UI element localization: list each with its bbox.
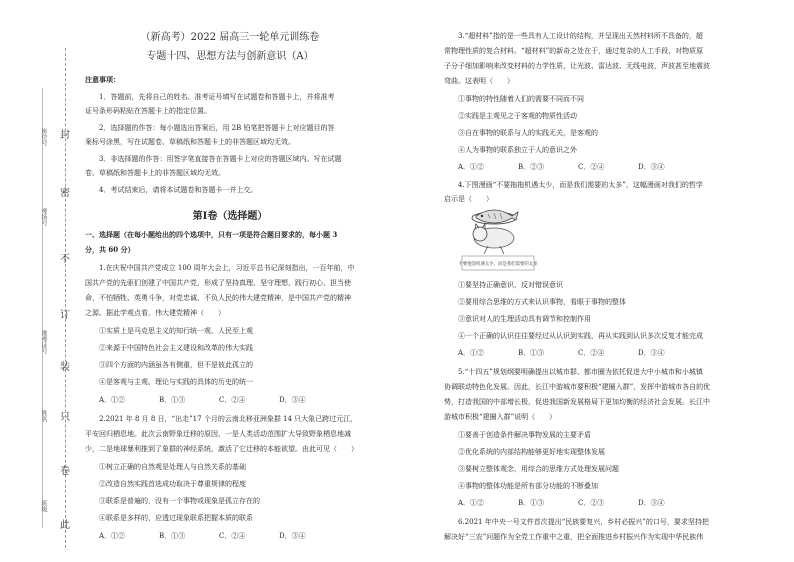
q5-option-a[interactable]: A．①② [458,499,485,507]
q1-options [85,394,339,408]
q1-option-d[interactable]: D．③④ [279,396,306,404]
q1-option-c[interactable]: C．②④ [219,396,246,404]
q1-option-a[interactable]: A．①② [99,396,126,404]
notice-line: 4．考试结束后，请将本试题卷和答题卡一并上交。 [99,186,258,194]
q4-options [444,347,698,361]
q1-item: ①实质上是马克思主义的知行统一观、人民至上观 [99,327,253,335]
q3-stem: 常物理性质的复合材料。“超材料”的新奇之处在于，通过复杂的人工手段，对物质原 [444,47,704,55]
info-rule-line [42,88,43,528]
q2-option-d[interactable]: D．③④ [279,532,306,540]
exam-room-label: 考场号 [40,208,47,226]
q5-stem: 协调联动特色化发展。因此，长江中游城市要积极“建圈入群”，发挥中游城市各自的优 [444,383,711,391]
q1-item: ③四个方面的内涵虽各有侧重，但不是彼此孤立的 [99,361,253,369]
name-label: 姓名 [40,410,47,422]
seat-number-label: 座位号 [40,128,47,146]
q5-stem: 势，打造我国的中部增长极，促进我国新发展格局下更加均衡的经济社会发展。长江中 [444,398,710,406]
q1-stem: 国共产党的先驱们创建了中国共产党，形成了坚持真理、坚守理想，践行初心、担当使 [85,279,351,287]
notice-line: 案标号涂黑，写在试题卷、草稿纸和答题卡上的非答题区域均无效。 [85,138,295,146]
seal-char: 卷 [60,466,70,477]
q3-option-b[interactable]: B．②③ [518,163,545,171]
q3-options [444,161,698,175]
cartoon-caption: 不要抱怨机遇太少，而是我们需要的太多 [458,262,538,267]
q3-item: ①事物的特性随着人们的需要不同而不同 [458,95,584,103]
q1-option-b[interactable]: B．①③ [159,396,186,404]
seal-char: 只 [60,412,70,423]
q3-option-d[interactable]: D．③④ [638,163,665,171]
q3-option-c[interactable]: C．②④ [578,163,605,171]
q4-item: ②要用综合思维的方式来认识事物，看眼于事物的整体 [458,298,626,306]
q4-option-a[interactable]: A．①② [458,349,485,357]
q4-stem: 启示是（ ） [444,195,493,203]
q5-stem: 5.“十四五”规划纲要明确提出以城市群、都市圈为依托促进大中小城市和小城镇 [458,368,703,376]
notice-line: 1．答题前，先将自己的姓名、准考证号填写在试题卷和答题卡上，并将准考 [99,93,335,101]
q5-option-b[interactable]: B．①③ [518,499,545,507]
q2-stem: 平安回归栖息地。此次云南野象迁移的原因，一是人类活动范围扩大导致野象栖息地减 [85,430,351,438]
q2-item: ③联系是普遍的，没有一个事物或现象是孤立存在的 [99,497,260,505]
q1-stem: 1.在庆祝中国共产党成立 100 周年大会上，习近平总书记深刻指出，一百年前，中 [99,264,355,272]
seal-char: 封 [60,130,70,141]
q3-item: ④人为事物的联系独立于人的意识之外 [458,146,577,154]
notice-line: 2．选择题的作答：每小题选出答案后，用 2B 铅笔把答题卡上对应题目的答 [99,124,335,132]
q2-stem: 少，二是地球暴利推到了象群的神经系统，激活了它迁移的本能欲望。由此可见（ ） [85,445,358,453]
notice-title: 注意事项： [85,75,120,84]
q1-item: ④是客观与主观、理论与实践的具体的历史的统一 [99,378,253,386]
section-intro: 分，共 60 分） [85,245,135,254]
q1-stem: 之源。据此学观点看，伟大建党精神（ ） [85,309,225,317]
notice-line: 3．非选择题的作答：用签字笔直接答在答题卡上对应的答题区域内。写在试题 [99,155,342,163]
q3-stem: 弯曲。这表明（ ） [444,77,514,85]
q3-option-a[interactable]: A．①② [458,163,485,171]
notice-line: 卷、草稿纸和答题卡上的非答题区域均无效。 [85,169,225,177]
q3-item: ③自在事物的联系与人的实践无关，是客观的 [458,129,598,137]
exam-subtitle: 专题十四、思想方法与创新意识（A） [146,51,314,62]
fish-eye [481,215,483,217]
q2-option-c[interactable]: C．②④ [219,532,246,540]
cartoon-illustration [458,198,538,274]
cat-head [473,227,487,241]
q3-item: ②实践是主观见之于客观的物质性活动 [458,112,577,120]
q5-item: ④事物的整体功能是所有部分功能的不断叠加 [458,482,598,490]
q5-option-c[interactable]: C．②③ [578,499,605,507]
seal-char: 密 [60,188,70,199]
section-title: 第Ⅰ卷（选择题） [192,211,268,222]
q2-options [85,530,339,544]
q4-stem: 4.下图漫画“不要拖拖机遇太少，而是我们需要的太多”，这幅漫画对我们的哲学 [458,181,703,189]
q4-item: ①要坚持正确意识，反对错误意识 [458,281,563,289]
class-label: 班级 [40,500,47,512]
q6-stem: 6.2021 年中央一号文件首次提出“民族要复兴，乡村必振兴”的口号，要求坚持把 [458,518,709,526]
ticket-number-label: 准考证号 [40,330,47,354]
q2-stem: 2.2021 年 8 月 8 日，“出走”17 个月的云南北移亚洲象群 14 只大象已跨过元江， [99,415,358,423]
q5-options [444,497,698,511]
q4-item: ③意识对人的生理活动具有调节和控制作用 [458,315,591,323]
q4-option-c[interactable]: C．②④ [578,349,605,357]
seal-char: 装 [60,362,70,373]
q5-item: ③要树立整体观念，用综合的思维方式处理发展问题 [458,465,619,473]
q4-option-d[interactable]: D．③④ [638,349,665,357]
q2-item: ①树立正确的自然观是处理人与自然关系的基础 [99,463,246,471]
q5-item: ②优化系统的内部结构能够更好地实现整体发展 [458,448,605,456]
q1-stem: 命，不怕牺牲、英勇斗争，对党忠诚、不负人民的伟大建党精神，是中国共产党的精神 [85,294,351,302]
seal-char: 订 [60,310,70,321]
q2-item: ④联系是多样的，应透过现象联系把握本质的联系 [99,514,253,522]
binding-margin [22,48,80,548]
notice-line: 证号条形码粘贴在答题卡上的指定位置。 [85,107,211,115]
q2-option-a[interactable]: A．①② [99,532,126,540]
q5-option-d[interactable]: D．③④ [638,499,665,507]
q5-stem: 游城市积极“建圈入群”说明（ ） [444,413,557,421]
seal-char: 不 [60,254,70,265]
exam-title: （新高考）2022 届高三一轮单元训练卷 [140,32,320,43]
q2-option-b[interactable]: B．①③ [159,532,186,540]
q4-item: ④一个正确的认识往往要经过从认识到实践，再从实践到认识多次反复才能完成 [458,332,703,340]
q6-stem: 解决好“三农”问题作为全党工作重中之重，把全面推进乡村振兴作为实现中华民族伟 [444,533,704,541]
section-intro: 一、选择题（在每小题给出的四个选项中，只有一项是符合题目要求的，每小题 3 [85,230,338,239]
q4-option-b[interactable]: B．①③ [518,349,545,357]
q1-item: ②来源于中国特色社会主义建设和改革的伟大实践 [99,344,253,352]
q3-stem: 子分子细加影响来改变材料的力学性质，让光波、雷达波、无线电波，声波甚至地震波 [444,62,710,70]
q3-stem: 3.“超材料”指的是一些具有人工设计的结构，并呈现出天然材料所不具备的，超 [458,32,703,40]
q5-item: ①要善于创造条件解决事物发展的主要矛盾 [458,431,591,439]
seal-char: 此 [60,520,70,531]
q2-item: ②改造自然实践首选成功取决于尊重规律的程度 [99,480,246,488]
